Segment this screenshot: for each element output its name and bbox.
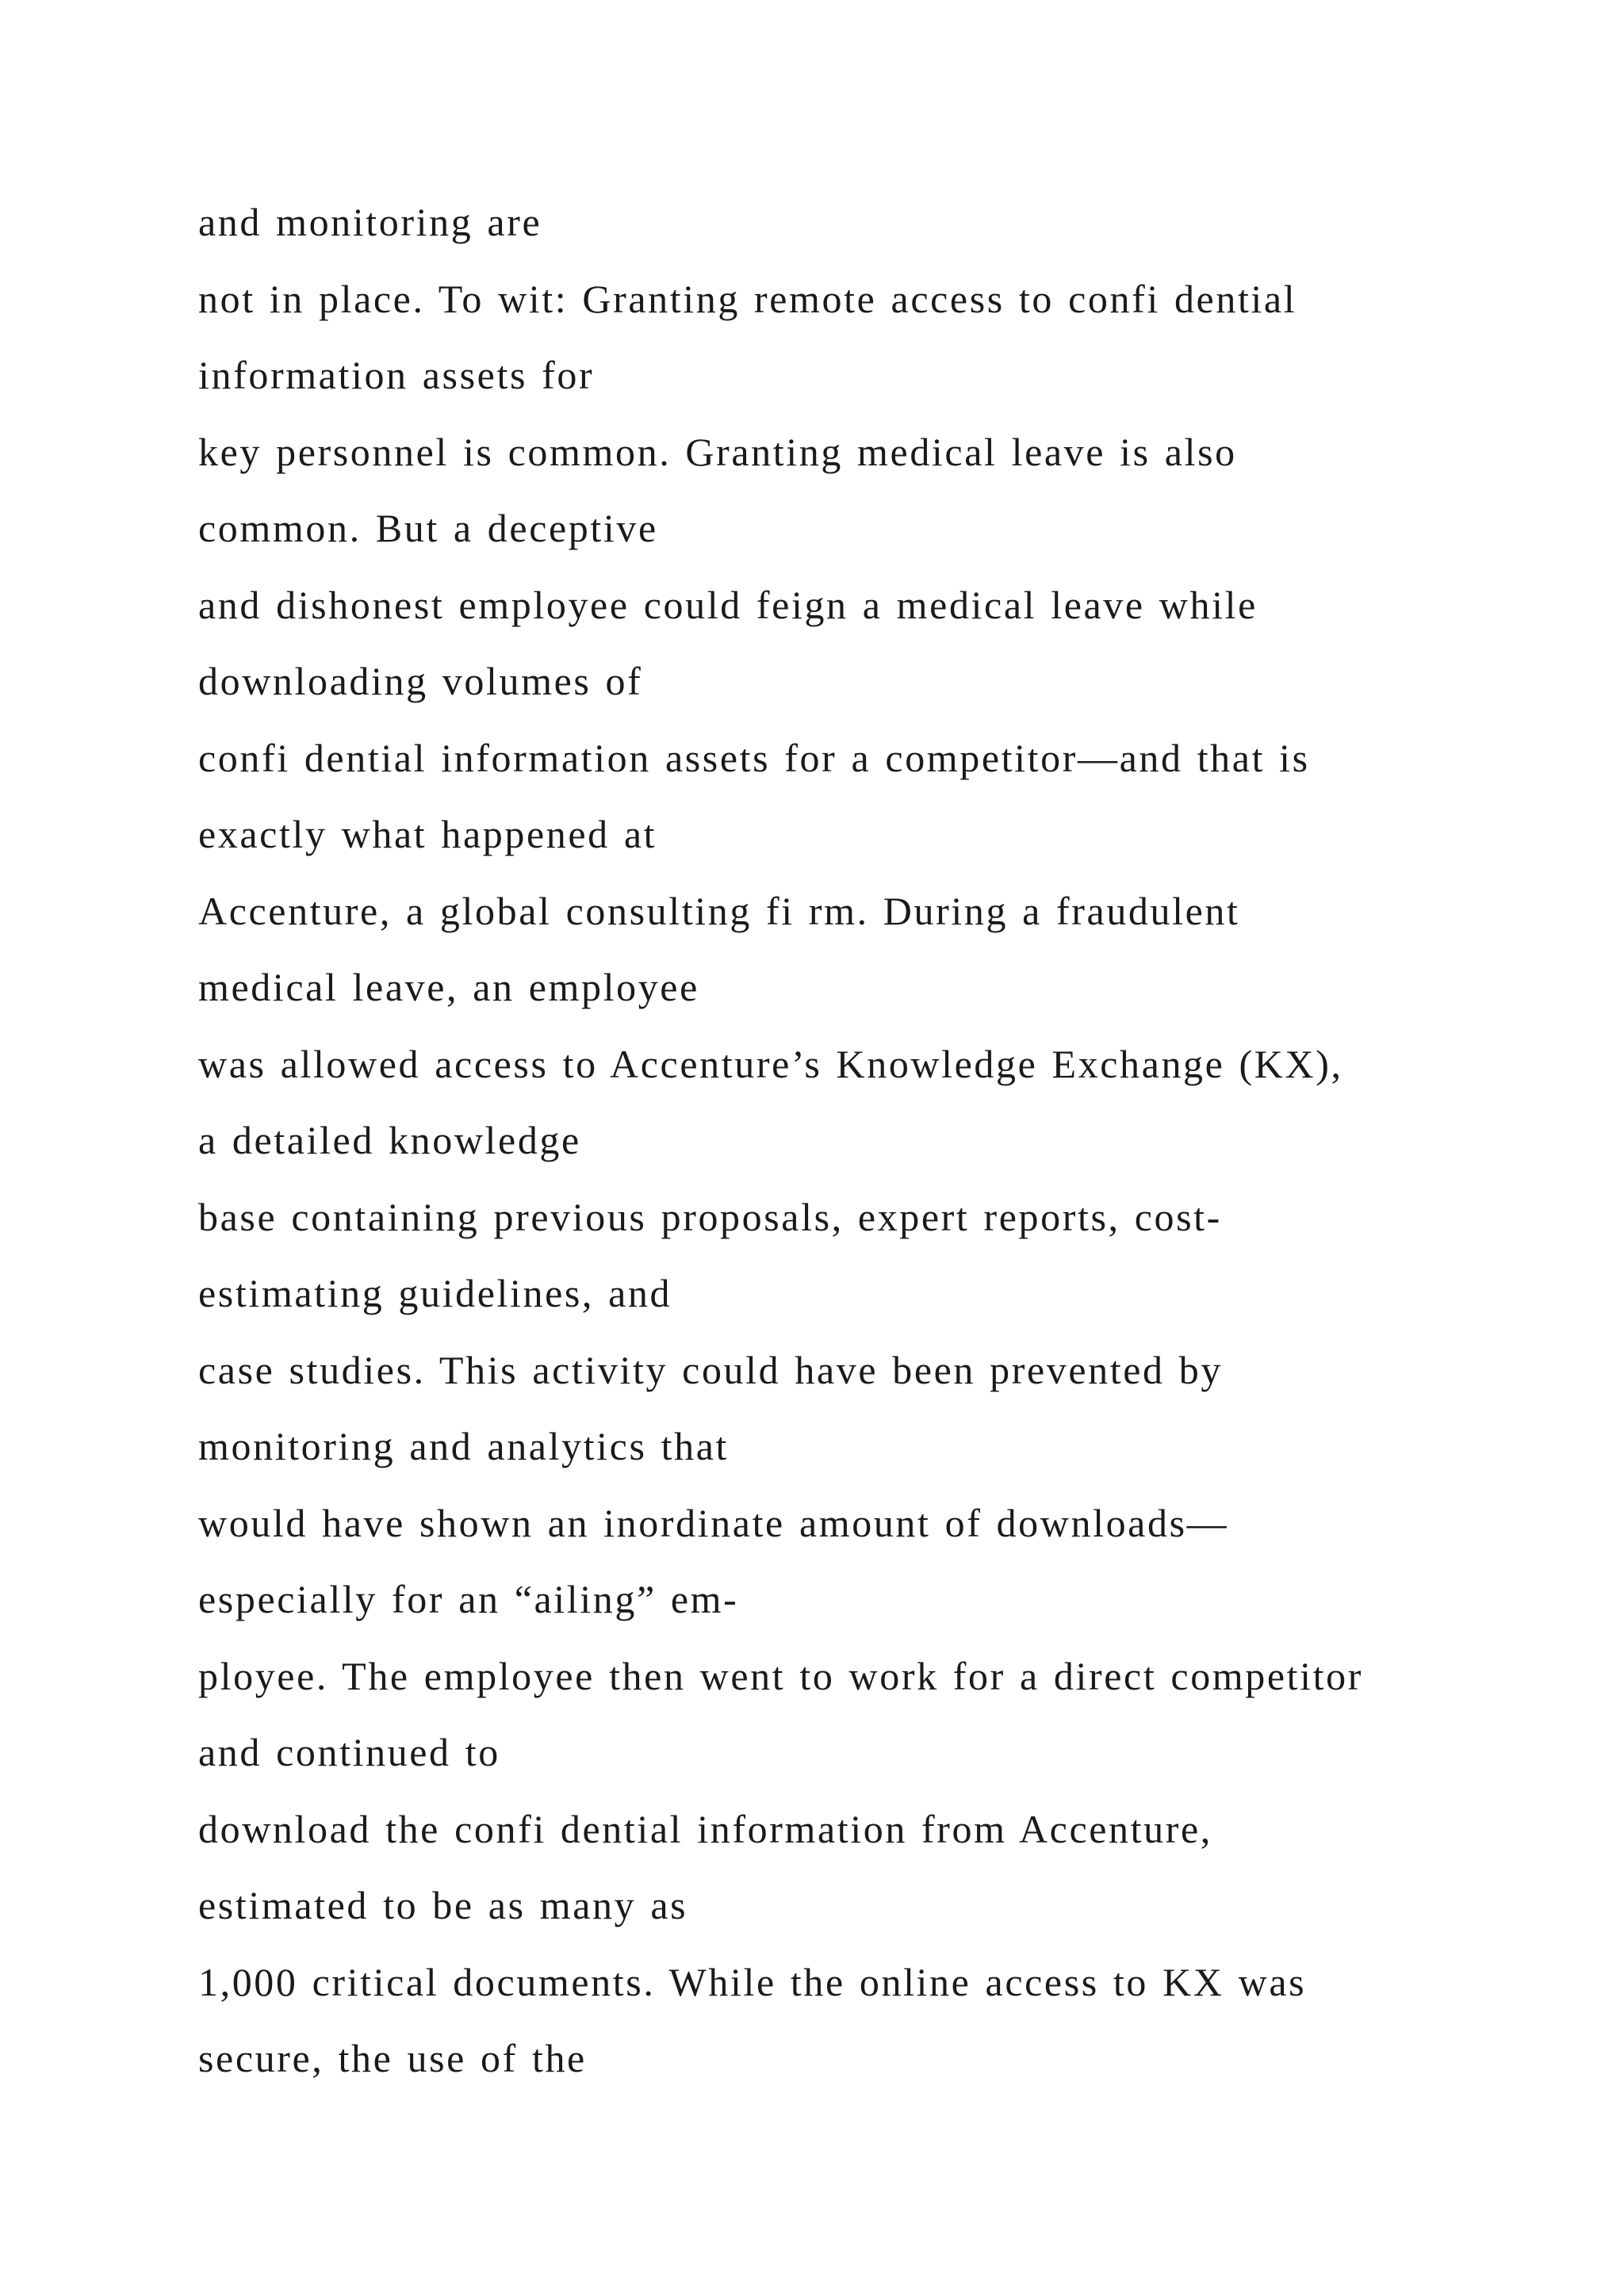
text-line: and continued to bbox=[198, 1730, 500, 1774]
text-line: would have shown an inordinate amount of downloads— bbox=[198, 1500, 1229, 1545]
text-line: was allowed access to Accenture’s Knowledge Exchange (KX), bbox=[198, 1041, 1343, 1086]
text-line: download the confi dential information from Accenture, bbox=[198, 1806, 1212, 1851]
text-line: ployee. The employee then went to work for a direct competitor bbox=[198, 1653, 1364, 1698]
text-line: base containing previous proposals, expert reports, cost- bbox=[198, 1194, 1222, 1239]
text-line: medical leave, an employee bbox=[198, 965, 699, 1009]
text-line: 1,000 critical documents. While the online access to KX was bbox=[198, 1959, 1307, 2004]
text-line: secure, the use of the bbox=[198, 2036, 587, 2080]
text-line: estimating guidelines, and bbox=[198, 1271, 672, 1315]
text-line: information assets for bbox=[198, 353, 595, 397]
text-line: exactly what happened at bbox=[198, 812, 657, 856]
text-line: estimated to be as many as bbox=[198, 1883, 688, 1927]
text-line: Accenture, a global consulting fi rm. During a fraudulent bbox=[198, 888, 1240, 933]
text-line: especially for an “ailing” em- bbox=[198, 1577, 739, 1621]
text-line: confi dential information assets for a competitor—and that is bbox=[198, 735, 1310, 780]
text-line: case studies. This activity could have been prevented by bbox=[198, 1347, 1223, 1392]
text-line: key personnel is common. Granting medical leave is also bbox=[198, 429, 1237, 474]
text-line: a detailed knowledge bbox=[198, 1118, 581, 1162]
text-line: not in place. To wit: Granting remote access to confi dential bbox=[198, 276, 1297, 321]
body-text bbox=[198, 198, 1546, 2111]
text-line: monitoring and analytics that bbox=[198, 1424, 729, 1468]
text-line: and dishonest employee could feign a medical leave while bbox=[198, 582, 1258, 627]
text-line: downloading volumes of bbox=[198, 659, 643, 703]
text-line: common. But a deceptive bbox=[198, 506, 658, 550]
text-line: and monitoring are bbox=[198, 200, 542, 244]
